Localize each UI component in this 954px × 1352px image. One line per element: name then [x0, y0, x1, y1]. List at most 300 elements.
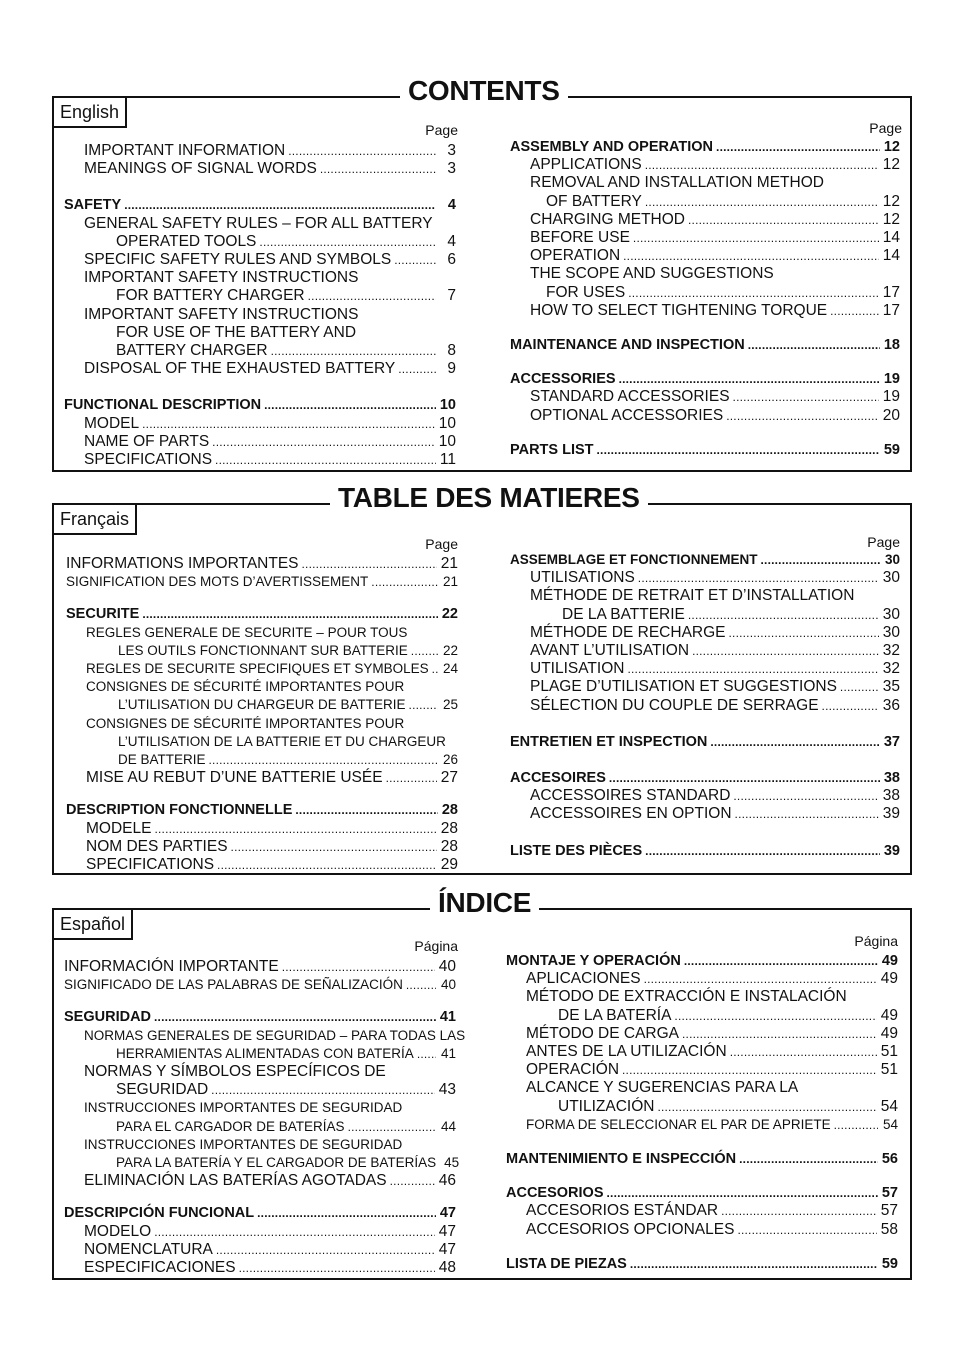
dot-leader	[609, 774, 880, 784]
page-column-header: Page	[425, 536, 458, 552]
toc-entry-page: 39	[883, 842, 900, 859]
toc-entry-page: 21	[442, 574, 458, 590]
toc-entry-page: 19	[883, 371, 900, 388]
dot-leader	[216, 1246, 435, 1256]
dot-leader	[688, 611, 879, 621]
toc-entry	[510, 441, 900, 459]
toc-entry-page: 10	[438, 414, 456, 432]
toc-entry-page: 32	[882, 660, 900, 678]
toc-entry-title: SPECIFIC SAFETY RULES AND SYMBOLS	[84, 251, 392, 268]
dot-leader	[657, 1103, 876, 1113]
dot-leader	[209, 756, 438, 766]
toc-entry-title: SÉLECTION DU COUPLE DE SERRAGE	[530, 696, 819, 714]
dot-leader	[231, 843, 437, 853]
toc-entry	[66, 856, 458, 874]
toc-entry-page: 25	[442, 697, 458, 713]
toc-entry-page: 26	[442, 752, 458, 767]
toc-entry-title: INSTRUCCIONES IMPORTANTES DE SEGURIDAD	[84, 1100, 403, 1116]
toc-entry-page: 8	[447, 342, 456, 359]
toc-entry	[64, 1154, 460, 1172]
page-column-header: Página	[414, 938, 458, 954]
toc-entry	[506, 1025, 898, 1043]
toc-entry-page: 41	[439, 1009, 456, 1026]
toc-entry-title: SIGNIFICATION DES MOTS D’AVERTISSEMENT	[66, 574, 369, 590]
dot-leader	[748, 341, 880, 351]
dot-leader	[729, 629, 879, 639]
dot-leader	[627, 665, 878, 675]
dot-leader	[710, 738, 879, 748]
dot-leader	[834, 1121, 878, 1131]
dot-leader	[264, 401, 436, 411]
toc-entry	[506, 1221, 898, 1239]
toc-entry-title: DISPOSAL OF THE EXHAUSTED BATTERY	[84, 360, 396, 378]
toc-entry-page: 46	[438, 1172, 456, 1190]
toc-entry	[64, 433, 456, 451]
dot-leader	[282, 963, 435, 973]
toc-entry-page: 12	[882, 156, 900, 174]
toc-entry-title: ANTES DE LA UTILIZACIÓN	[526, 1043, 727, 1060]
toc-entry	[64, 1172, 456, 1190]
dot-leader	[257, 1209, 436, 1219]
dot-leader	[302, 560, 437, 570]
dot-leader	[308, 292, 436, 302]
toc-entry	[64, 1063, 456, 1081]
toc-entry	[506, 1184, 898, 1202]
dot-leader	[730, 1048, 877, 1058]
toc-entry-title: FOR USE OF THE BATTERY AND	[116, 323, 357, 341]
toc-entry-title: ACCESSOIRES EN OPTION	[530, 805, 732, 823]
dot-leader	[633, 234, 879, 244]
toc-entry	[510, 733, 900, 751]
dot-leader	[857, 592, 880, 602]
dot-leader	[716, 143, 880, 153]
dot-leader	[682, 1030, 877, 1040]
toc-entry	[64, 142, 456, 160]
toc-entry-title: THE SCOPE AND SUGGESTIONS	[530, 265, 774, 283]
toc-entry	[64, 215, 456, 233]
toc-entry-title: INFORMACIÓN IMPORTANTE	[64, 958, 279, 975]
toc-entry	[510, 336, 900, 354]
toc-entry	[66, 555, 458, 573]
toc-entry-page: 3	[447, 142, 456, 159]
toc-entry	[64, 287, 456, 305]
toc-entry-page: 59	[881, 1255, 898, 1272]
dot-leader	[688, 216, 879, 226]
toc-entry-title: SAFETY	[64, 197, 122, 214]
dot-leader	[405, 1141, 436, 1151]
toc-entry-page: 20	[882, 406, 900, 424]
toc-entry	[64, 1118, 456, 1136]
toc-entry-title: SIGNIFICADO DE LAS PALABRAS DE SEÑALIZACIÓN	[64, 977, 403, 993]
toc-entry-page: 38	[883, 770, 900, 786]
toc-entry-title: ENTRETIEN ET INSPECTION	[510, 733, 708, 750]
dot-leader	[619, 375, 880, 385]
dot-leader	[359, 329, 436, 339]
toc-entry-page: 37	[883, 733, 900, 750]
toc-entry-title: LISTE DES PIÈCES	[510, 842, 643, 859]
toc-entry	[510, 265, 900, 283]
toc-entry	[510, 138, 900, 156]
toc-entry	[66, 820, 458, 838]
toc-entry	[64, 1241, 456, 1259]
toc-entry	[66, 696, 458, 714]
toc-entry	[66, 769, 458, 787]
toc-entry-page: 41	[440, 1045, 456, 1061]
dot-leader	[212, 438, 435, 448]
dot-leader	[406, 981, 436, 991]
toc-entry-page: 10	[439, 397, 456, 414]
contents-section-english	[52, 75, 912, 472]
toc-entry	[506, 970, 898, 988]
toc-entry-title: SEGURIDAD	[64, 1009, 152, 1026]
toc-entry-page: 58	[880, 1220, 898, 1238]
language-label: Español	[54, 910, 133, 940]
toc-entry-page: 29	[440, 856, 458, 873]
toc-entry	[66, 642, 458, 660]
toc-entry-page: 44	[440, 1118, 456, 1134]
page-column-header: Page	[425, 122, 458, 138]
toc-entry	[64, 1223, 456, 1241]
dot-leader	[417, 1050, 436, 1060]
dot-leader	[735, 810, 879, 820]
toc-entry-title: MANTENIMIENTO E INSPECCIÓN	[506, 1151, 737, 1167]
toc-entry	[510, 569, 900, 587]
toc-entry	[66, 751, 458, 769]
toc-entry-page: 14	[882, 247, 900, 265]
toc-entry-page: 4	[447, 197, 456, 214]
toc-entry	[510, 156, 900, 174]
dot-leader	[645, 161, 879, 171]
toc-entry-page: 7	[447, 287, 456, 305]
dot-leader	[411, 647, 438, 657]
dot-leader	[348, 1123, 436, 1133]
toc-entry-title: CONSIGNES DE SÉCURITÉ IMPORTANTES POUR	[86, 715, 405, 731]
dot-leader	[630, 1260, 878, 1270]
toc-entry-page: 22	[441, 606, 458, 623]
dot-leader	[154, 1013, 436, 1023]
toc-entry-page: 43	[438, 1081, 456, 1099]
dot-leader	[124, 201, 436, 211]
toc-entry-page: 38	[882, 787, 900, 805]
dot-leader	[271, 347, 436, 357]
toc-entry-title: STANDARD ACCESSORIES	[530, 388, 730, 406]
toc-entry-title: FOR USES	[546, 283, 626, 301]
toc-entry-title: CONSIGNES DE SÉCURITÉ IMPORTANTES POUR	[86, 679, 405, 695]
toc-entry-page: 6	[447, 251, 456, 268]
toc-entry	[64, 1045, 456, 1063]
toc-entry	[510, 174, 900, 192]
toc-entry	[64, 324, 456, 342]
dot-leader	[405, 1104, 436, 1114]
toc-entry-page: 30	[882, 569, 900, 587]
toc-entry-page: 49	[881, 953, 898, 969]
toc-entry-title: OPTIONAL ACCESSORIES	[530, 406, 724, 424]
toc-entry-title: DE LA BATERÍA	[558, 1006, 672, 1024]
toc-entry	[510, 769, 900, 787]
toc-entry-page: 49	[880, 1006, 898, 1024]
toc-entry-title: OPERACIÓN	[526, 1061, 620, 1079]
toc-entry	[510, 388, 900, 406]
toc-entry-title: MODELE	[86, 819, 152, 837]
toc-entry	[64, 1008, 456, 1026]
toc-entry-page: 40	[440, 977, 456, 993]
toc-entry-title: MÉTODO DE EXTRACCIÓN E INSTALACIÓN	[526, 988, 847, 1006]
toc-entry-page: 28	[440, 837, 458, 855]
toc-entry-page: 12	[882, 192, 900, 210]
dot-leader	[361, 274, 436, 284]
dot-leader	[389, 1068, 436, 1078]
dot-leader	[645, 847, 880, 857]
toc-entry-title: L’UTILISATION DU CHARGEUR DE BATTERIE	[118, 697, 406, 713]
toc-entry-title: HOW TO SELECT TIGHTENING TORQUE	[530, 301, 828, 319]
toc-entry	[510, 678, 900, 696]
dot-leader	[432, 665, 438, 675]
toc-entry	[66, 573, 458, 591]
dot-leader	[777, 270, 880, 280]
toc-entry-page: 18	[883, 337, 900, 353]
toc-entry-page: 57	[880, 1202, 898, 1220]
toc-entry	[64, 1204, 456, 1222]
toc-entry	[506, 1007, 898, 1025]
dot-leader	[154, 825, 436, 835]
toc-entry	[66, 678, 458, 696]
dot-leader	[217, 861, 437, 871]
section-title: TABLE DES MATIERES	[330, 483, 648, 513]
toc-entry	[506, 988, 898, 1006]
dot-leader	[628, 289, 879, 299]
dot-leader	[371, 578, 438, 588]
toc-entry-page: 17	[882, 301, 900, 319]
toc-entry-page: 32	[882, 642, 900, 659]
toc-entry-title: UTILISATION	[530, 660, 625, 678]
toc-entry-page: 47	[438, 1240, 456, 1258]
toc-entry-page: 19	[882, 388, 900, 406]
toc-entry	[510, 284, 900, 302]
dot-leader	[827, 179, 880, 189]
toc-entry	[510, 302, 900, 320]
toc-entry	[510, 407, 900, 425]
language-label: Français	[54, 505, 137, 535]
toc-entry	[64, 160, 456, 178]
toc-entry	[66, 605, 458, 623]
toc-entry	[510, 787, 900, 805]
dot-leader	[623, 252, 879, 262]
toc-entry-title: UTILIZACIÓN	[558, 1097, 655, 1115]
toc-entry	[510, 587, 900, 605]
dot-leader	[644, 975, 877, 985]
toc-entry-page: 10	[438, 432, 456, 450]
dot-leader	[622, 1066, 877, 1076]
dot-leader	[288, 147, 436, 157]
dot-leader	[410, 629, 438, 639]
toc-entry-title: ACCESSORIES	[510, 371, 616, 388]
toc-entry-title: INFORMATIONS IMPORTANTES	[66, 555, 299, 572]
toc-entry-title: MÉTODO DE CARGA	[526, 1024, 680, 1042]
dot-leader	[239, 1264, 435, 1274]
toc-entry-page: 17	[882, 283, 900, 301]
toc-entry-title: L’UTILISATION DE LA BATTERIE ET DU CHARGEUR	[118, 733, 446, 749]
dot-leader	[822, 702, 879, 712]
toc-entry-title: PARA EL CARGADOR DE BATERÍAS	[116, 1118, 345, 1134]
toc-entry-page: 49	[880, 970, 898, 988]
dot-leader	[295, 806, 437, 816]
section-title: CONTENTS	[400, 76, 568, 106]
toc-entry-page: 51	[880, 1043, 898, 1060]
dot-leader	[840, 683, 879, 693]
toc-entry-title: ACCESSOIRES STANDARD	[530, 787, 731, 805]
toc-entry	[64, 1027, 466, 1045]
toc-entry-title: ALCANCE Y SUGERENCIAS PARA LA	[526, 1079, 799, 1097]
toc-entry	[506, 952, 898, 970]
toc-entry-title: OPERATED TOOLS	[116, 232, 257, 250]
dot-leader	[733, 792, 878, 802]
page-column-header: Página	[854, 933, 898, 949]
toc-entry-page: 54	[880, 1097, 898, 1115]
toc-entry-title: NORMAS Y SÍMBOLOS ESPECÍFICOS DE	[84, 1063, 386, 1080]
toc-entry-page: 12	[882, 210, 900, 228]
toc-entry	[510, 551, 900, 569]
page-column-header: Page	[867, 534, 900, 550]
toc-entry-page: 14	[882, 229, 900, 246]
toc-entry-title: MODELO	[84, 1222, 152, 1240]
toc-entry	[66, 838, 458, 856]
toc-entry-page: 12	[883, 139, 900, 155]
toc-entry-title: ACCESORIOS	[506, 1185, 604, 1202]
toc-entry-title: ACCESOIRES	[510, 770, 606, 786]
toc-entry	[64, 451, 456, 469]
toc-entry-page: 28	[440, 819, 458, 837]
toc-entry	[66, 624, 458, 642]
toc-entry-page: 11	[439, 451, 456, 468]
toc-entry-page: 39	[882, 805, 900, 823]
toc-entry-page: 49	[880, 1024, 898, 1042]
toc-entry	[64, 1259, 456, 1277]
toc-entry-title: REGLES DE SECURITE SPECIFIQUES ET SYMBOLES	[86, 661, 429, 676]
toc-entry-page: 9	[447, 360, 456, 378]
page-column-header: Page	[869, 120, 902, 136]
toc-entry	[510, 229, 900, 247]
toc-entry-page: 59	[883, 441, 900, 458]
toc-entry	[510, 193, 900, 211]
dot-leader	[830, 307, 879, 317]
toc-entry-page: 24	[442, 661, 458, 676]
toc-entry-title: INSTRUCCIONES IMPORTANTES DE SEGURIDAD	[84, 1136, 403, 1152]
toc-entry	[506, 1255, 898, 1273]
dot-leader	[142, 420, 435, 430]
toc-entry-title: NOM DES PARTIES	[86, 837, 228, 855]
toc-entry	[64, 976, 456, 994]
toc-entry-title: IMPORTANT SAFETY INSTRUCTIONS	[84, 269, 359, 287]
toc-entry-page: 40	[438, 958, 456, 975]
dot-leader	[259, 238, 436, 248]
toc-entry-title: NOMENCLATURA	[84, 1240, 213, 1258]
dot-leader	[801, 1084, 878, 1094]
dot-leader	[674, 1012, 876, 1022]
dot-leader	[361, 311, 436, 321]
toc-entry-title: MAINTENANCE AND INSPECTION	[510, 337, 745, 353]
toc-entry-title: NORMAS GENERALES DE SEGURIDAD – PARA TODAS LAS	[84, 1027, 466, 1043]
toc-entry-title: FUNCTIONAL DESCRIPTION	[64, 397, 262, 414]
dot-leader	[154, 1228, 435, 1238]
toc-entry-title: IMPORTANT SAFETY INSTRUCTIONS	[84, 305, 359, 323]
toc-entry-page: 30	[882, 605, 900, 623]
toc-entry	[64, 958, 456, 976]
toc-entry-title: CHARGING METHOD	[530, 210, 685, 228]
toc-entry	[510, 805, 900, 823]
toc-entry	[506, 1043, 898, 1061]
dot-leader	[407, 683, 438, 693]
toc-entry-title: ESPECIFICACIONES	[84, 1259, 236, 1276]
toc-entry	[66, 733, 458, 751]
toc-entry	[510, 370, 900, 388]
dot-leader	[394, 256, 436, 266]
toc-entry-title: NAME OF PARTS	[84, 432, 210, 450]
toc-entry	[510, 660, 900, 678]
dot-leader	[607, 1189, 878, 1199]
toc-entry	[66, 801, 458, 819]
toc-entry-title: DESCRIPCIÓN FUNCIONAL	[64, 1205, 255, 1222]
toc-entry-title: IMPORTANT INFORMATION	[84, 142, 286, 159]
toc-entry	[510, 697, 900, 715]
toc-entry-title: MÉTHODE DE RECHARGE	[530, 623, 726, 641]
toc-entry	[506, 1061, 898, 1079]
toc-entry-title: MISE AU REBUT D’UNE BATTERIE USÉE	[86, 769, 383, 787]
dot-leader	[737, 1226, 876, 1236]
toc-entry	[64, 415, 456, 433]
dot-leader	[761, 556, 880, 566]
dot-leader	[597, 446, 880, 456]
toc-entry-title: BATTERY CHARGER	[116, 342, 268, 359]
toc-entry	[64, 251, 456, 269]
dot-leader	[684, 957, 878, 967]
dot-leader	[407, 720, 438, 730]
toc-entry	[66, 660, 458, 678]
toc-entry-page: 30	[882, 623, 900, 641]
toc-entry-title: PLAGE D’UTILISATION ET SUGGESTIONS	[530, 678, 837, 696]
toc-entry	[66, 715, 458, 733]
toc-entry	[510, 842, 900, 860]
toc-entry-title: PARA LA BATERÍA Y EL CARGADOR DE BATERÍAS	[116, 1155, 437, 1170]
toc-entry-title: ASSEMBLY AND OPERATION	[510, 139, 714, 155]
toc-entry	[64, 360, 456, 378]
toc-entry-title: DESCRIPTION FONCTIONNELLE	[66, 802, 293, 819]
toc-entry	[64, 233, 456, 251]
toc-entry-page: 3	[447, 160, 456, 178]
toc-entry-title: GENERAL SAFETY RULES – FOR ALL BATTERY	[84, 214, 433, 232]
dot-leader	[721, 1207, 877, 1217]
dot-leader	[692, 647, 879, 657]
toc-entry	[510, 624, 900, 642]
toc-entry-title: REGLES GENERALE DE SECURITE – POUR TOUS	[86, 624, 408, 640]
toc-entry	[506, 1202, 898, 1220]
dot-leader	[645, 198, 879, 208]
toc-entry	[64, 1081, 456, 1099]
dot-leader	[390, 1177, 435, 1187]
toc-entry-title: HERRAMIENTAS ALIMENTADAS CON BATERÍA	[116, 1045, 414, 1061]
toc-entry-title: OF BATTERY	[546, 192, 642, 210]
dot-leader	[320, 165, 436, 175]
toc-entry-page: 48	[438, 1259, 456, 1276]
toc-entry-title: OPERATION	[530, 247, 621, 265]
dot-leader	[386, 774, 437, 784]
section-title: ÍNDICE	[430, 888, 539, 918]
toc-entry-title: UTILISATIONS	[530, 569, 635, 587]
language-label: English	[54, 98, 127, 128]
toc-entry	[64, 306, 456, 324]
toc-entry	[510, 642, 900, 660]
dot-leader	[215, 456, 436, 466]
toc-entry-title: MEANINGS OF SIGNAL WORDS	[84, 160, 317, 178]
